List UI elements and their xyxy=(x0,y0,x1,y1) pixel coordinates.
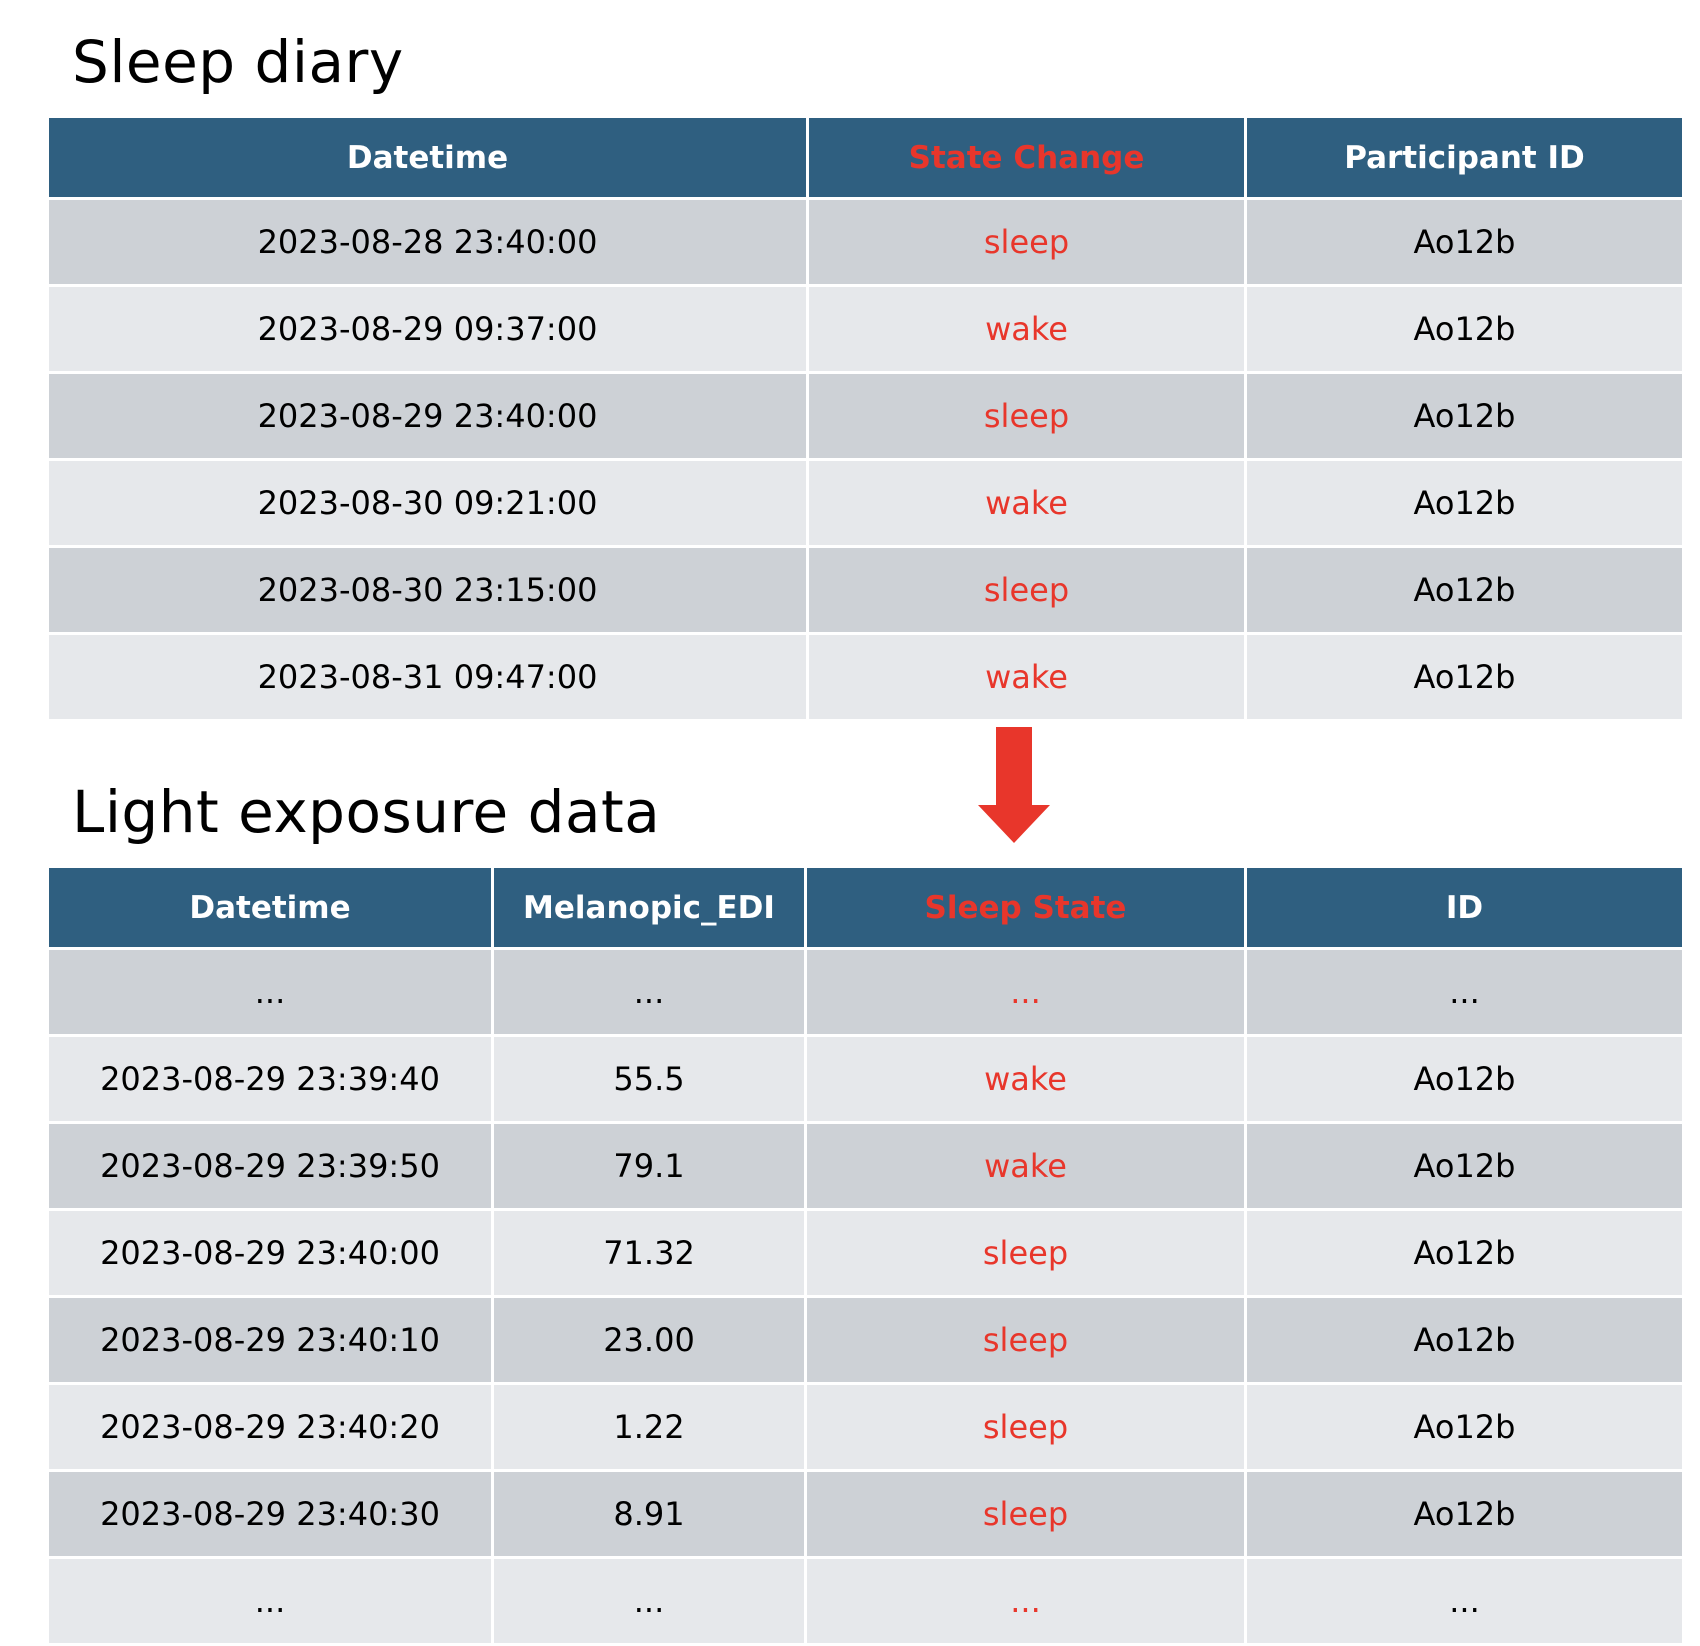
cell-participant-id: Ao12b xyxy=(1246,634,1684,721)
cell-sleep-state: sleep xyxy=(806,1297,1246,1384)
table-row xyxy=(48,1123,1684,1210)
cell-melanopic-edi: 23.00 xyxy=(493,1297,806,1384)
cell-melanopic-edi: 8.91 xyxy=(493,1471,806,1558)
cell-participant-id: Ao12b xyxy=(1246,286,1684,373)
cell-sleep-state: wake xyxy=(806,1036,1246,1123)
table-header-row xyxy=(48,117,1684,199)
table-row xyxy=(48,1471,1684,1558)
cell-datetime: 2023-08-28 23:40:00 xyxy=(48,199,808,286)
cell-id: Ao12b xyxy=(1246,1210,1684,1297)
table-row xyxy=(48,1036,1684,1123)
header-datetime: Datetime xyxy=(48,117,808,199)
table-row xyxy=(48,634,1684,721)
cell-id: Ao12b xyxy=(1246,1471,1684,1558)
cell-datetime: 2023-08-29 23:40:10 xyxy=(48,1297,493,1384)
cell-id: ... xyxy=(1246,1558,1684,1645)
cell-id: ... xyxy=(1246,949,1684,1036)
cell-sleep-state: ... xyxy=(806,949,1246,1036)
cell-melanopic-edi: 79.1 xyxy=(493,1123,806,1210)
cell-datetime: 2023-08-29 23:40:00 xyxy=(48,373,808,460)
cell-datetime: 2023-08-30 09:21:00 xyxy=(48,460,808,547)
cell-datetime: 2023-08-29 23:40:30 xyxy=(48,1471,493,1558)
cell-datetime: 2023-08-29 23:40:00 xyxy=(48,1210,493,1297)
cell-datetime: 2023-08-29 23:40:20 xyxy=(48,1384,493,1471)
cell-state-change: sleep xyxy=(808,547,1246,634)
cell-melanopic-edi: 71.32 xyxy=(493,1210,806,1297)
cell-melanopic-edi: 55.5 xyxy=(493,1036,806,1123)
table-header-row xyxy=(48,867,1684,949)
cell-datetime: 2023-08-31 09:47:00 xyxy=(48,634,808,721)
cell-sleep-state: wake xyxy=(806,1123,1246,1210)
table-row xyxy=(48,199,1684,286)
cell-id: Ao12b xyxy=(1246,1036,1684,1123)
cell-participant-id: Ao12b xyxy=(1246,460,1684,547)
sleep-diary-table xyxy=(46,115,1685,722)
cell-state-change: wake xyxy=(808,634,1246,721)
cell-participant-id: Ao12b xyxy=(1246,547,1684,634)
cell-id: Ao12b xyxy=(1246,1123,1684,1210)
cell-id: Ao12b xyxy=(1246,1297,1684,1384)
cell-state-change: wake xyxy=(808,460,1246,547)
cell-datetime: 2023-08-29 23:39:50 xyxy=(48,1123,493,1210)
cell-melanopic-edi: 1.22 xyxy=(493,1384,806,1471)
light-exposure-title: Light exposure data xyxy=(72,778,661,846)
table-row xyxy=(48,949,1684,1036)
table-row xyxy=(48,460,1684,547)
table-row xyxy=(48,547,1684,634)
cell-state-change: sleep xyxy=(808,199,1246,286)
cell-datetime: 2023-08-29 23:39:40 xyxy=(48,1036,493,1123)
cell-datetime: 2023-08-30 23:15:00 xyxy=(48,547,808,634)
table-row xyxy=(48,1210,1684,1297)
cell-melanopic-edi: ... xyxy=(493,949,806,1036)
cell-sleep-state: sleep xyxy=(806,1384,1246,1471)
cell-sleep-state: ... xyxy=(806,1558,1246,1645)
table-row xyxy=(48,286,1684,373)
cell-datetime: ... xyxy=(48,1558,493,1645)
header-state-change: State Change xyxy=(808,117,1246,199)
cell-melanopic-edi: ... xyxy=(493,1558,806,1645)
table-row xyxy=(48,373,1684,460)
cell-datetime: 2023-08-29 09:37:00 xyxy=(48,286,808,373)
table-row xyxy=(48,1558,1684,1645)
header-id: ID xyxy=(1246,867,1684,949)
header-participant-id: Participant ID xyxy=(1246,117,1684,199)
cell-datetime: ... xyxy=(48,949,493,1036)
cell-state-change: sleep xyxy=(808,373,1246,460)
down-arrow-icon xyxy=(978,727,1050,843)
sleep-diary-title: Sleep diary xyxy=(72,28,404,96)
header-melanopic-edi: Melanopic_EDI xyxy=(493,867,806,949)
cell-state-change: wake xyxy=(808,286,1246,373)
table-row xyxy=(48,1384,1684,1471)
header-datetime: Datetime xyxy=(48,867,493,949)
cell-id: Ao12b xyxy=(1246,1384,1684,1471)
table-row xyxy=(48,1297,1684,1384)
header-sleep-state: Sleep State xyxy=(806,867,1246,949)
light-exposure-table xyxy=(46,865,1685,1646)
cell-sleep-state: sleep xyxy=(806,1471,1246,1558)
cell-participant-id: Ao12b xyxy=(1246,373,1684,460)
cell-participant-id: Ao12b xyxy=(1246,199,1684,286)
cell-sleep-state: sleep xyxy=(806,1210,1246,1297)
